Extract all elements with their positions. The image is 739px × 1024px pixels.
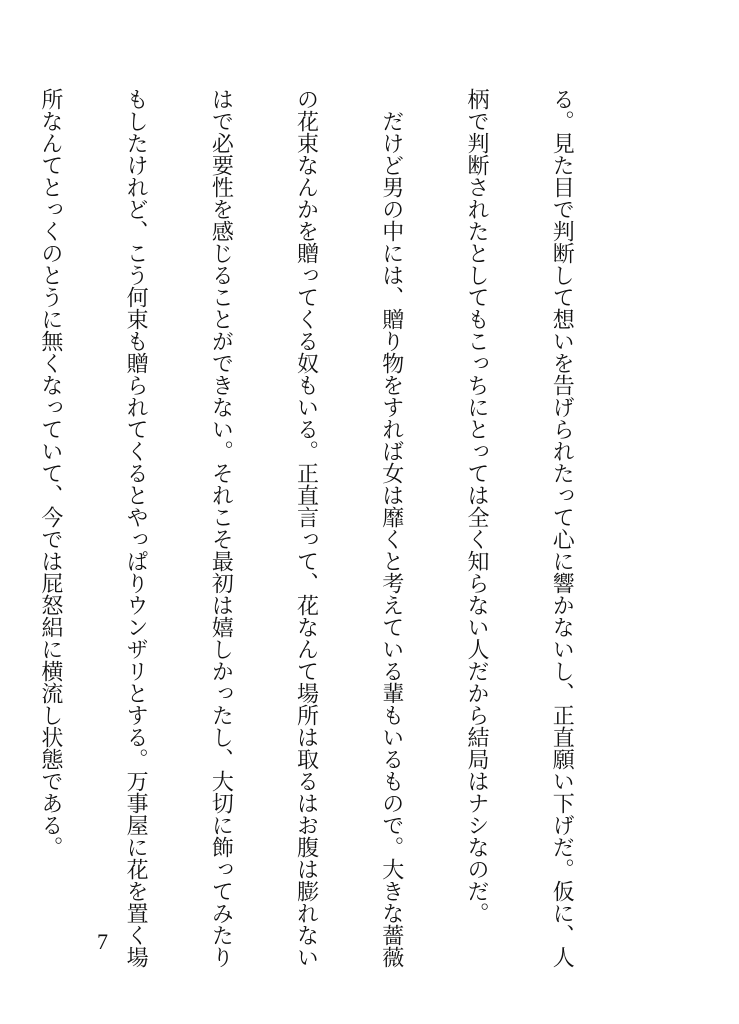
text-line: 所なんてとっくのとうに無くなっていて、今では屁怒絽に横流し状態である。 [37,88,63,858]
text-line: の花束なんかを贈ってくる奴もいる。正直言って、花なんて場所は取るはお腹は膨れない [293,88,319,968]
text-line: はで必要性を感じることができない。それこそ最初は嬉しかったし、大切に飾ってみたり [208,88,234,968]
text-line: だけど男の中には、贈り物をすれば女は靡くと考えている輩もいるもので。大きな薔薇 [378,88,404,968]
text-line: もしたけれど、こう何束も贈られてくるとやっぱりウンザリとする。万事屋に花を置く場 [123,88,149,968]
text-line: 柄で判断されたとしてもこっちにとっては全く知らない人だから結局はナシなのだ。 [463,88,489,924]
page-number: 7 [97,929,108,954]
vertical-text-body [37,88,632,968]
text-line: る。見た目で判断して想いを告げられたって心に響かないし、正直願い下げだ。仮に、人 [549,88,575,968]
